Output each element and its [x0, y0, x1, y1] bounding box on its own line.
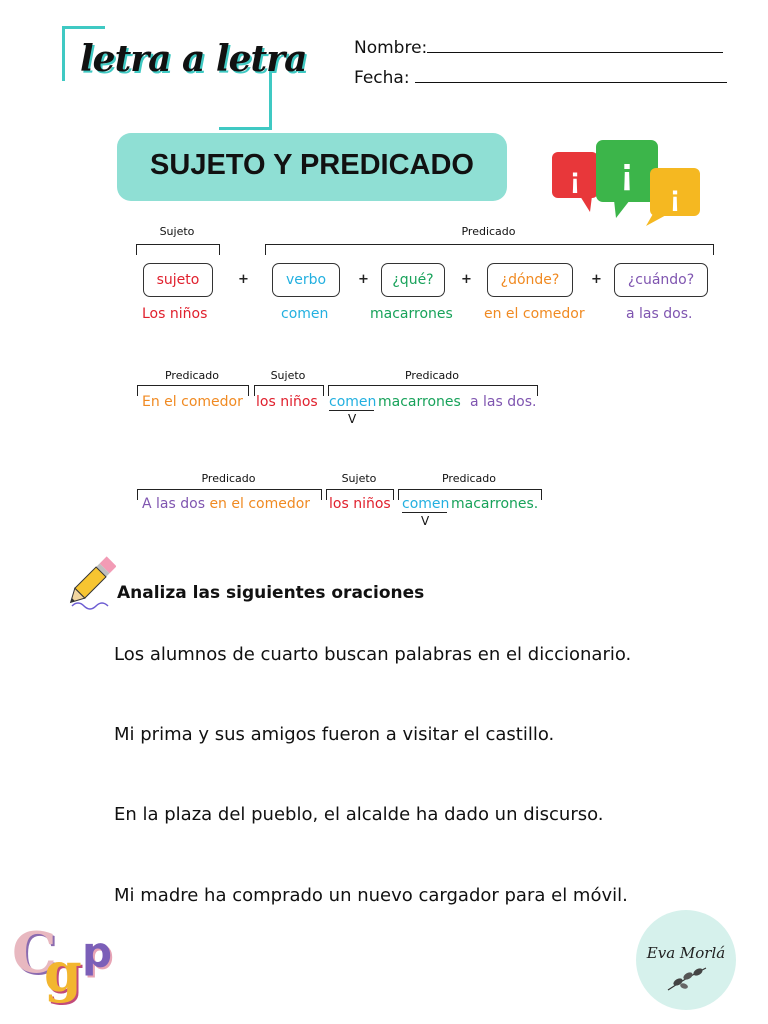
page-title: SUJETO Y PREDICADO: [150, 149, 474, 181]
example3-verb: comen: [402, 496, 450, 512]
speech-bubble-green-icon: [596, 140, 658, 218]
example2-where: En el comedor: [142, 394, 243, 410]
bubble-glyph: ¡: [670, 180, 680, 213]
subject-label: Sujeto: [341, 472, 377, 485]
example-when: a las dos.: [626, 306, 693, 322]
speech-bubbles-icon: [550, 138, 705, 226]
verb-underline: [402, 512, 447, 513]
example3-when: A las dos en el comedor: [142, 496, 311, 512]
cgp-letter: p: [82, 928, 113, 977]
leaf-branch-icon: [664, 964, 710, 994]
box-what: ¿qué?: [381, 263, 445, 297]
verb-underline: [329, 410, 374, 411]
subject-label: Sujeto: [159, 225, 195, 238]
name-field: [354, 38, 723, 58]
cgp-letter: g: [44, 940, 82, 1004]
box-subject: sujeto: [143, 263, 213, 297]
predicate-label: Predicado: [164, 369, 220, 382]
sentence-3: En la plaza del pueblo, el alcalde ha dado un discurso.: [114, 804, 604, 825]
subject-label: Sujeto: [270, 369, 306, 382]
example-where: en el comedor: [484, 306, 585, 322]
date-line[interactable]: [415, 82, 727, 83]
example2-what: macarrones: [378, 394, 461, 410]
title-banner: [117, 133, 507, 201]
verb-mark: V: [421, 514, 430, 528]
exercise-title: Analiza las siguientes oraciones: [117, 583, 425, 603]
pencil-icon: [62, 556, 116, 612]
name-label: Nombre:: [354, 38, 428, 58]
date-field: [354, 68, 727, 88]
plus-sign: +: [238, 272, 249, 287]
example3-what: macarrones.: [451, 496, 539, 512]
sentence-1: Los alumnos de cuarto buscan palabras en el diccionario.: [114, 644, 632, 665]
example2-verb: comen: [329, 394, 377, 410]
example3-subject: los niños: [329, 496, 391, 512]
sentence-2: Mi prima y sus amigos fueron a visitar el castillo.: [114, 724, 555, 745]
date-label: Fecha:: [354, 68, 410, 88]
example-what: macarrones: [370, 306, 453, 322]
predicate-label: Predicado: [461, 225, 516, 238]
example-subject: Los niños: [142, 306, 208, 322]
bubble-glyph: ¡: [570, 162, 580, 195]
eva-morla-logo: [636, 910, 736, 1010]
plus-sign: +: [358, 272, 369, 287]
example-verb: comen: [281, 306, 329, 322]
sentence-4: Mi madre ha comprado un nuevo cargador para el móvil.: [114, 885, 628, 906]
cgp-logo: [10, 920, 120, 1015]
plus-sign: +: [591, 272, 602, 287]
box-when: ¿cuándo?: [614, 263, 708, 297]
logo-text: letra a letra: [80, 38, 307, 80]
example2-subject: los niños: [256, 394, 318, 410]
predicate-label: Predicado: [404, 369, 460, 382]
bubble-glyph: ¡: [620, 151, 634, 193]
example2-when: a las dos.: [470, 394, 537, 410]
verb-mark: V: [348, 412, 357, 426]
subject-bracket: [136, 244, 220, 255]
speech-bubble-yellow-icon: [646, 168, 700, 226]
speech-bubble-red-icon: [552, 152, 598, 212]
predicate-label: Predicado: [441, 472, 497, 485]
plus-sign: +: [461, 272, 472, 287]
box-where: ¿dónde?: [487, 263, 573, 297]
name-line[interactable]: [427, 52, 723, 53]
predicate-bracket: [265, 244, 714, 255]
box-verb: verbo: [272, 263, 340, 297]
cgp-letter: C: [12, 920, 57, 986]
eva-label: Eva Morlá: [646, 944, 726, 962]
predicate-label: Predicado: [201, 472, 256, 485]
